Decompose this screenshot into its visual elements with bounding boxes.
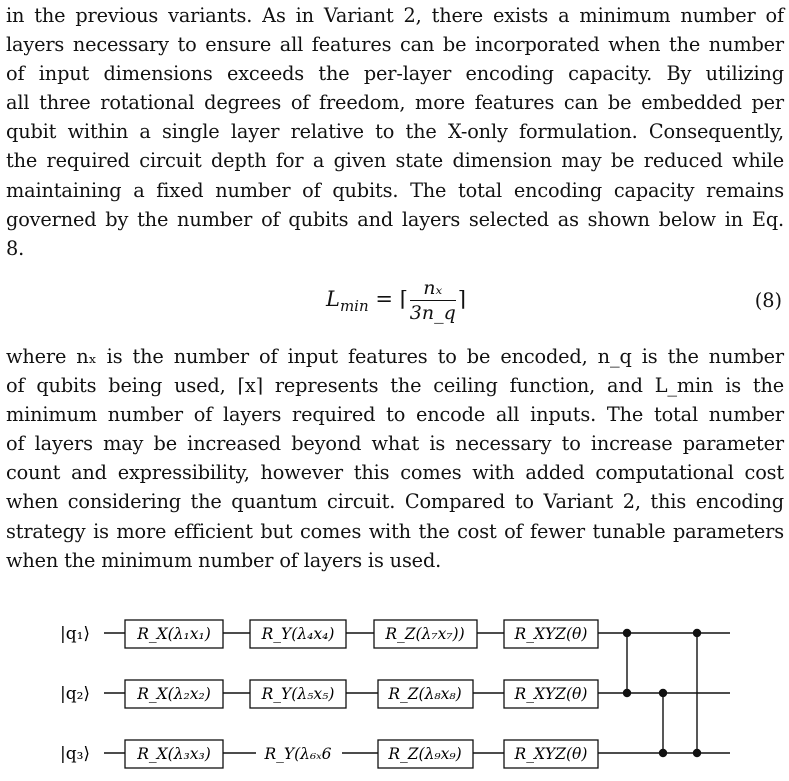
text-line: the required circuit depth for a given state dimension may be reduced while bbox=[6, 149, 784, 173]
text-line: maintaining a fixed number of qubits. The total encoding capacity remains bbox=[6, 178, 784, 202]
equation-fraction bbox=[410, 277, 456, 324]
text-line: qubit within a single layer relative to the X-only formulation. Consequently, bbox=[6, 120, 784, 144]
gate-label: R_Y(λ₆ₓ6 bbox=[264, 745, 332, 763]
qubit-label: |q₃⟩ bbox=[60, 744, 91, 764]
qubit-label: |q₂⟩ bbox=[60, 684, 91, 704]
quantum-circuit bbox=[0, 605, 789, 781]
qubit-label: |q₁⟩ bbox=[60, 624, 91, 644]
gate-label: R_XYZ(θ) bbox=[514, 625, 588, 643]
equation-equals: = ⌈ bbox=[368, 287, 408, 311]
gate-label: R_X(λ₁x₁) bbox=[137, 625, 211, 643]
equation-8 bbox=[6, 277, 784, 337]
control-dot bbox=[623, 689, 631, 697]
text-line: when the minimum number of layers is used. bbox=[6, 548, 442, 572]
equation-close: ⌉ bbox=[457, 287, 466, 311]
gate-label: R_Y(λ₅x₅) bbox=[261, 685, 335, 703]
gate-label: R_Y(λ₄x₄) bbox=[261, 625, 335, 643]
text-line: governed by the number of qubits and layers selected as shown below in Eq. bbox=[6, 207, 784, 231]
text-line: where nₓ is the number of input features to be encoded, n_q is the number bbox=[6, 345, 784, 368]
text-line: minimum number of layers required to encode all inputs. The total number bbox=[6, 403, 784, 427]
text-line: 8. bbox=[6, 236, 25, 260]
gate-label: R_X(λ₂x₂) bbox=[137, 685, 211, 703]
gate-label: R_X(λ₃x₃) bbox=[137, 745, 211, 763]
control-dot bbox=[693, 749, 701, 757]
text-line: strategy is more efficient but comes with the cost of fewer tunable parameters bbox=[6, 519, 784, 543]
text-line: of layers may be increased beyond what is necessary to increase parameter bbox=[6, 432, 784, 456]
text-line: all three rotational degrees of freedom, more features can be embedded per bbox=[6, 91, 784, 115]
equation-lhs: L bbox=[326, 287, 340, 311]
equation-numerator: nₓ bbox=[410, 277, 456, 301]
gate-label: R_XYZ(θ) bbox=[514, 745, 588, 763]
control-dot bbox=[659, 689, 667, 697]
text-line: when considering the quantum circuit. Compared to Variant 2, this encoding bbox=[6, 490, 784, 514]
control-dot bbox=[693, 629, 701, 637]
gate-label: R_XYZ(θ) bbox=[514, 685, 588, 703]
equation-label: (8) bbox=[754, 289, 782, 312]
text-line: of input dimensions exceeds the per-layer encoding capacity. By utilizing bbox=[6, 62, 784, 86]
equation-denominator: 3n_q bbox=[409, 302, 456, 324]
paragraph-1 bbox=[6, 1, 784, 263]
text-line: layers necessary to ensure all features can be incorporated when the number bbox=[6, 33, 784, 57]
equation-lhs-subscript: min bbox=[339, 297, 369, 316]
control-dot bbox=[659, 749, 667, 757]
gate-label: R_Z(λ₈x₈) bbox=[388, 685, 462, 703]
control-dot bbox=[623, 629, 631, 637]
text-line: count and expressibility, however this comes with added computational cost bbox=[6, 461, 784, 485]
text-line: in the previous variants. As in Variant 2, there exists a minimum number of bbox=[6, 4, 784, 27]
gate-label: R_Z(λ₉x₉) bbox=[388, 745, 462, 763]
equation-formula bbox=[326, 277, 466, 324]
text-line: of qubits being used, ⌈x⌉ represents the ceiling function, and L_min is the bbox=[6, 374, 784, 398]
paragraph-2 bbox=[6, 342, 784, 575]
gate-label: R_Z(λ₇x₇)) bbox=[385, 625, 465, 643]
